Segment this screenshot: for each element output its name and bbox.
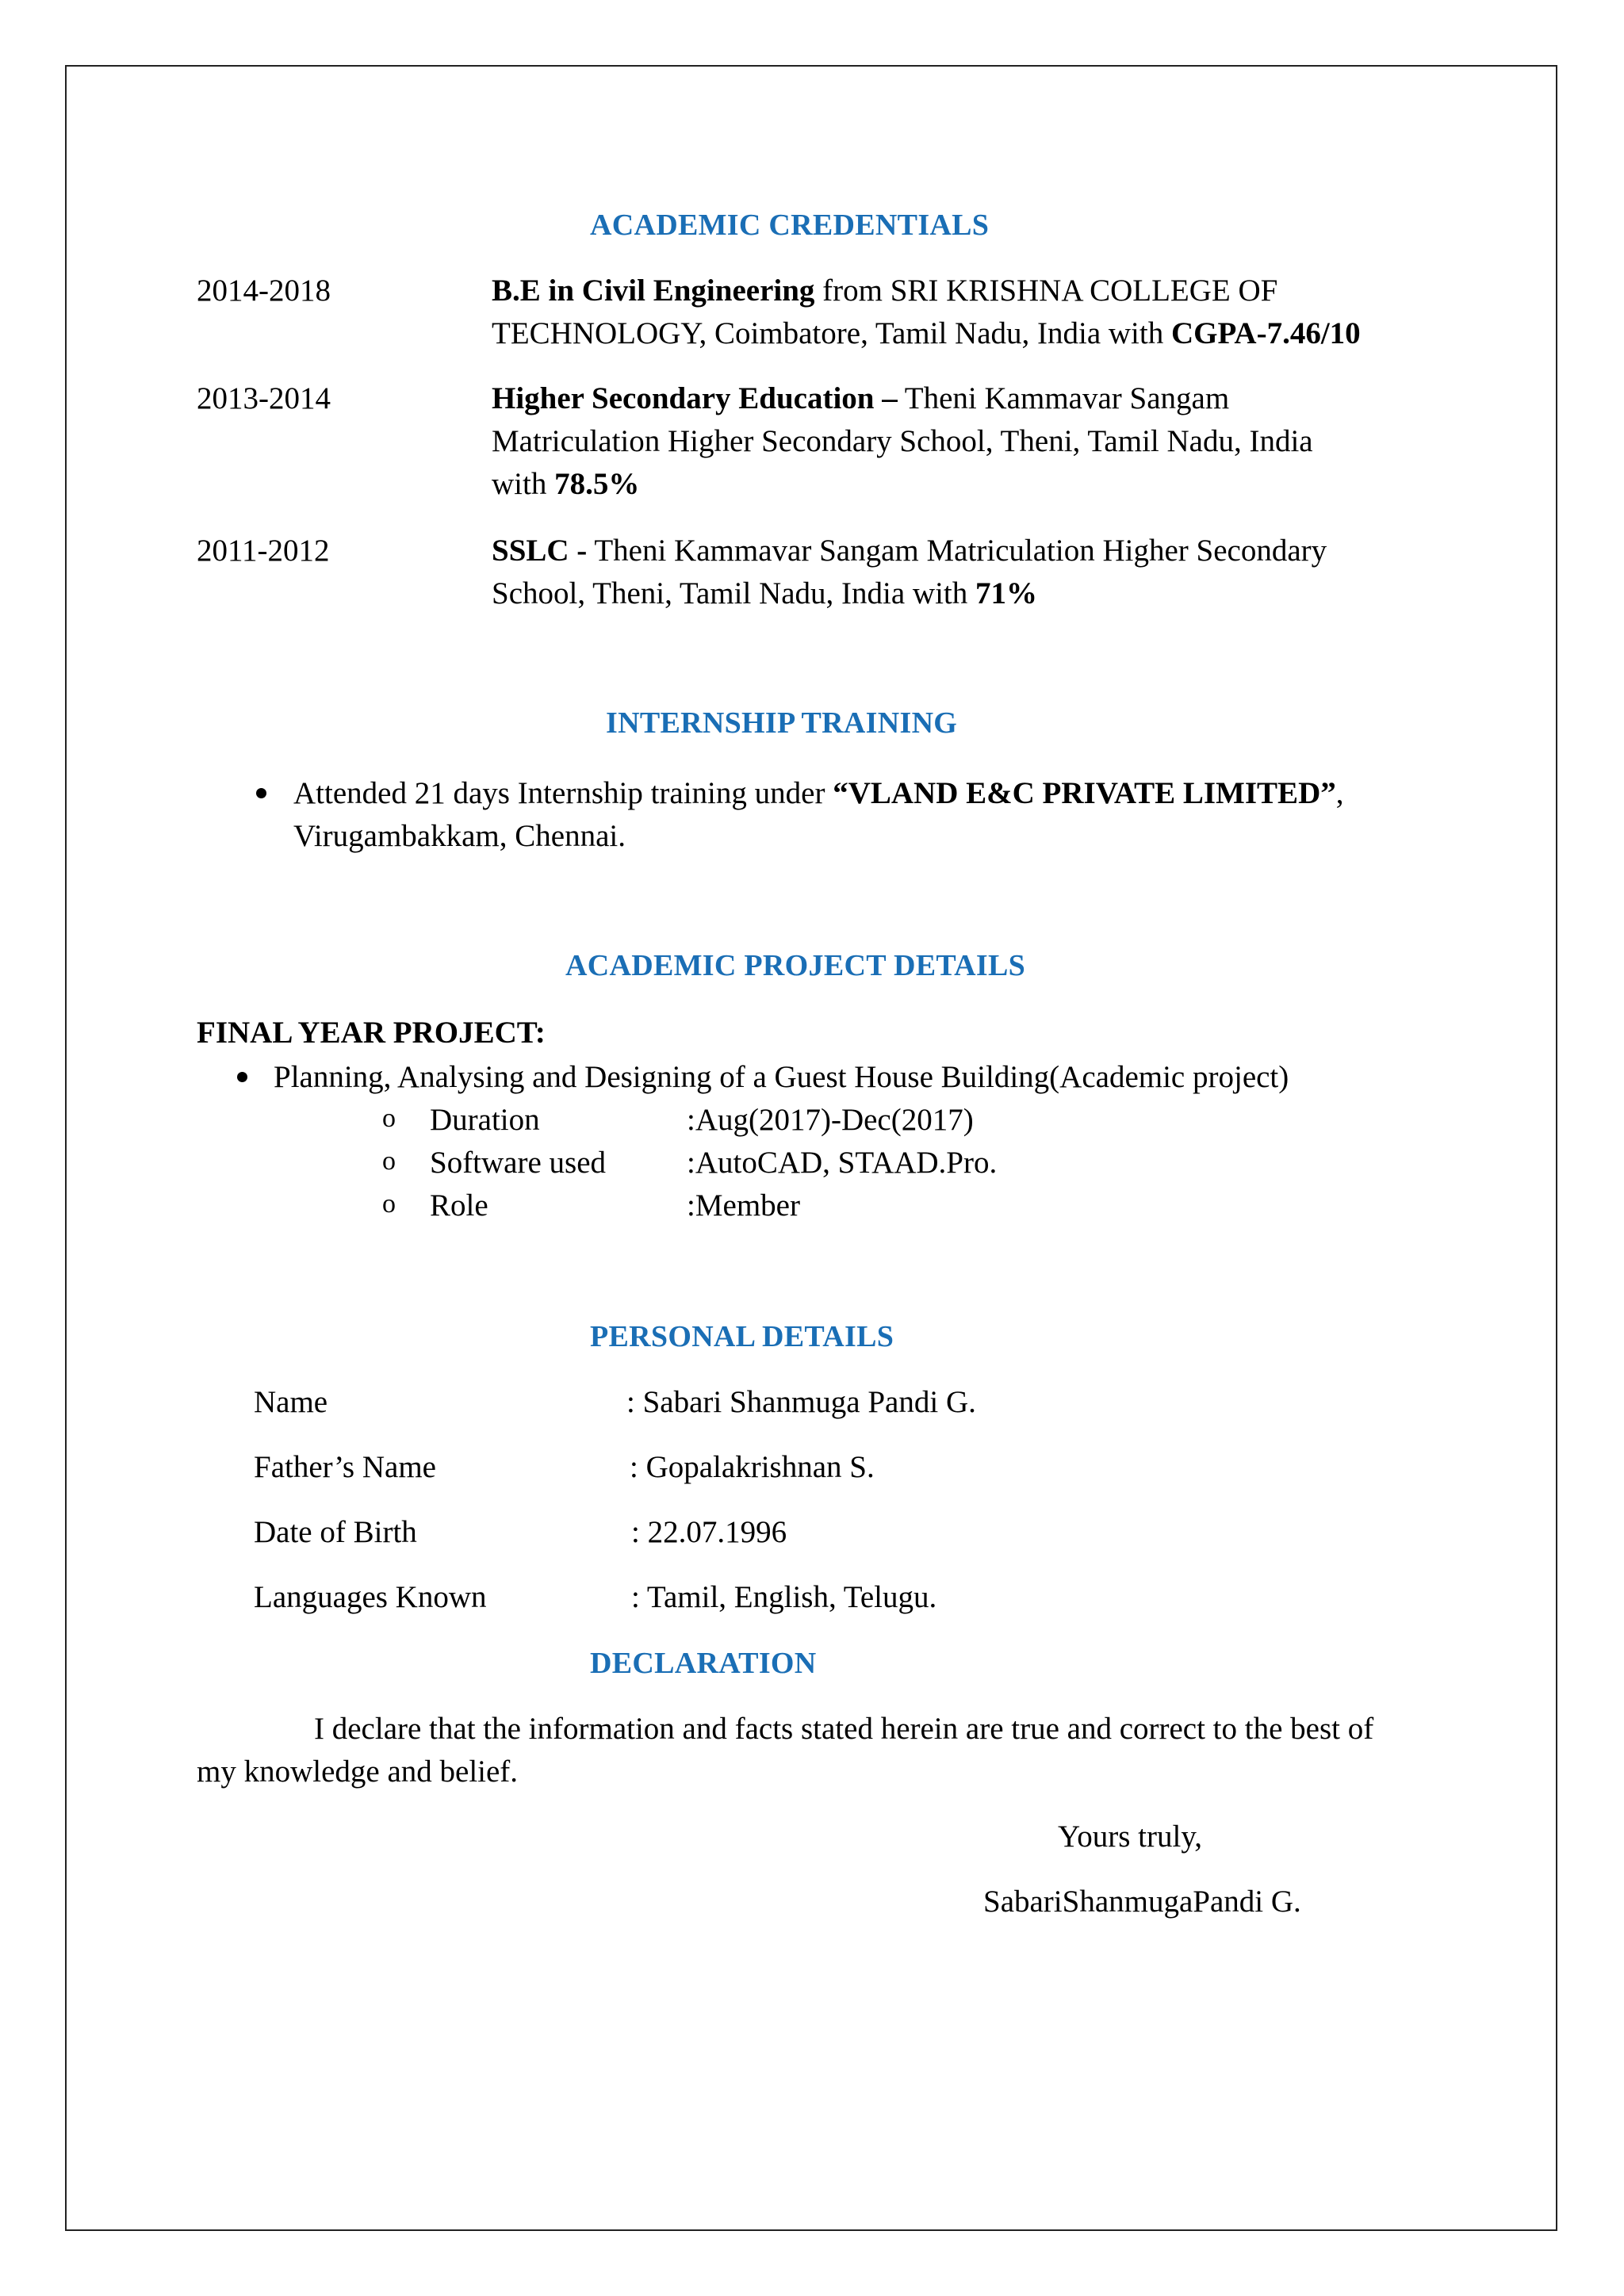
bullet-icon: [256, 788, 266, 798]
signature-name: SabariShanmugaPandi G.: [983, 1885, 1301, 1919]
academic-years-3: 2011-2012: [197, 534, 330, 568]
project-detail-label-role: Role: [430, 1188, 488, 1223]
personal-value-dob: : 22.07.1996: [631, 1515, 787, 1549]
bullet-icon: [237, 1072, 247, 1082]
sslc-school: Theni Kammavar Sangam Matriculation Higher Secondary: [587, 534, 1327, 568]
academic-entry-2-line2: Matriculation Higher Secondary School, Theni, Tamil Nadu, India: [492, 424, 1313, 458]
academic-years-2: 2013-2014: [197, 381, 331, 415]
internship-text: Attended 21 days Internship training under: [293, 776, 833, 810]
project-heading: ACADEMIC PROJECT DETAILS: [565, 949, 1026, 982]
project-detail-value-role: :Member: [687, 1188, 800, 1223]
personal-value-languages: : Tamil, English, Telugu.: [631, 1580, 937, 1614]
personal-label-languages: Languages Known: [254, 1580, 487, 1614]
final-year-project-label: FINAL YEAR PROJECT:: [197, 1016, 546, 1050]
college-name: from SRI KRISHNA COLLEGE OF: [814, 274, 1278, 308]
academic-entry-2-line3: [492, 463, 639, 506]
internship-line2: Virugambakkam, Chennai.: [293, 819, 626, 853]
academic-entry-3-line2: [492, 572, 1037, 615]
declaration-line1: I declare that the information and facts stated herein are true and correct to the best of: [314, 1712, 1374, 1746]
circle-bullet-icon: o: [382, 1146, 396, 1176]
circle-bullet-icon: o: [382, 1189, 396, 1219]
circle-bullet-icon: o: [382, 1104, 396, 1133]
sslc-location: School, Theni, Tamil Nadu, India with: [492, 576, 976, 610]
personal-label-name: Name: [254, 1385, 328, 1419]
internship-line1: [293, 772, 1344, 815]
internship-heading: INTERNSHIP TRAINING: [606, 706, 958, 740]
declaration-line2: my knowledge and belief.: [197, 1755, 519, 1789]
personal-label-dob: Date of Birth: [254, 1515, 417, 1549]
project-detail-label-software: Software used: [430, 1146, 607, 1180]
project-detail-label-duration: Duration: [430, 1103, 540, 1137]
hsc-school: Theni Kammavar Sangam: [897, 381, 1230, 415]
project-detail-value-duration: :Aug(2017)-Dec(2017): [687, 1103, 974, 1137]
sslc-label: SSLC -: [492, 534, 588, 568]
project-detail-value-software: :AutoCAD, STAAD.Pro.: [687, 1146, 998, 1180]
hsc-label: Higher Secondary Education –: [492, 381, 898, 415]
personal-heading: PERSONAL DETAILS: [590, 1320, 894, 1353]
academic-entry-1-line2: [492, 312, 1361, 355]
hsc-with: with: [492, 467, 555, 501]
academic-years-1: 2014-2018: [197, 274, 331, 308]
cgpa: CGPA-7.46/10: [1170, 316, 1361, 350]
declaration-heading: DECLARATION: [590, 1647, 817, 1680]
college-location: TECHNOLOGY, Coimbatore, Tamil Nadu, India with: [492, 316, 1171, 350]
sslc-score: 71%: [975, 576, 1038, 610]
project-title: Planning, Analysing and Designing of a Guest House Building(Academic project): [274, 1060, 1289, 1094]
internship-comma: ,: [1335, 776, 1344, 810]
personal-value-name: : Sabari Shanmuga Pandi G.: [626, 1385, 976, 1419]
hsc-score: 78.5%: [554, 467, 640, 501]
academic-entry-1-line1: [492, 270, 1277, 312]
academic-entry-2-line1: [492, 377, 1229, 420]
personal-label-father: Father’s Name: [254, 1450, 436, 1484]
academic-heading: ACADEMIC CREDENTIALS: [590, 209, 990, 242]
internship-company: “VLAND E&C PRIVATE LIMITED”: [833, 776, 1336, 810]
personal-value-father: : Gopalakrishnan S.: [630, 1450, 875, 1484]
degree-name: B.E in Civil Engineering: [492, 274, 815, 308]
academic-entry-3-line1: [492, 530, 1327, 572]
closing-text: Yours truly,: [1058, 1820, 1203, 1854]
